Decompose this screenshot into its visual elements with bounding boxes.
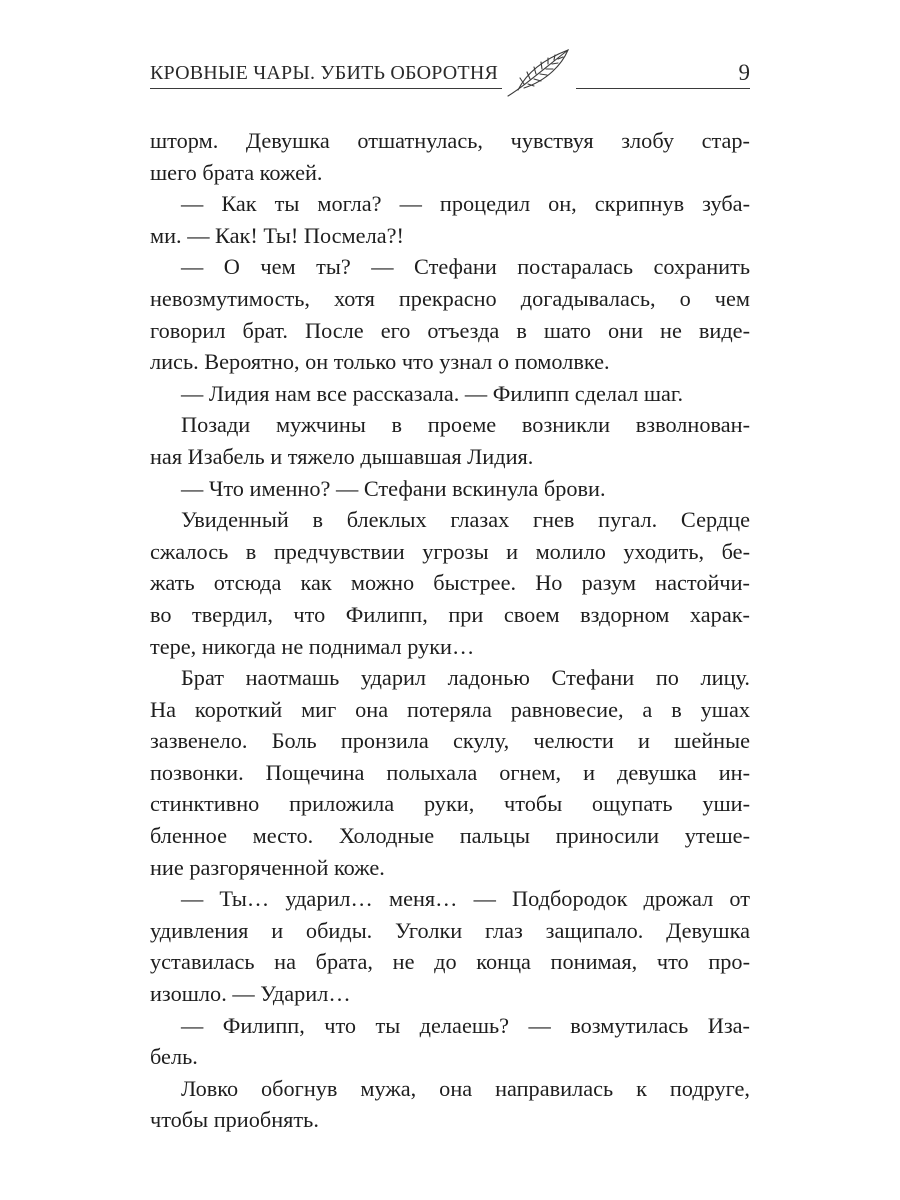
body-text xyxy=(150,125,750,1136)
text-line: Увиденный в блеклых глазах гнев пугал. Сердце xyxy=(181,507,750,533)
text-line: стинктивно приложила руки, чтобы ощупать уши- xyxy=(150,791,750,817)
page-number: 9 xyxy=(738,60,750,85)
running-title: КРОВНЫЕ ЧАРЫ. УБИТЬ ОБОРОТНЯ xyxy=(150,62,499,84)
text-line: — Что именно? — Стефани вскинула брови. xyxy=(181,475,606,501)
text-line: жать отсюда как можно быстрее. Но разум настойчи- xyxy=(150,570,750,596)
feather-icon xyxy=(502,46,576,102)
text-line: удивления и обиды. Уголки глаз защипало. Девушка xyxy=(150,917,750,943)
text-line: чтобы приобнять. xyxy=(150,1107,319,1133)
text-line: говорил брат. После его отъезда в шато они не виде- xyxy=(150,317,750,343)
text-line: лись. Вероятно, он только что узнал о помолвке. xyxy=(150,349,610,375)
text-line: изошло. — Ударил… xyxy=(150,981,351,1007)
text-line: сжалось в предчувствии угрозы и молило уходить, бе- xyxy=(150,538,750,564)
text-line: ми. — Как! Ты! Посмела?! xyxy=(150,222,404,248)
text-line: — Ты… ударил… меня… — Подбородок дрожал от xyxy=(181,886,750,912)
text-line: зазвенело. Боль пронзила скулу, челюсти и шейные xyxy=(150,728,750,754)
text-line: — Филипп, что ты делаешь? — возмутилась Иза- xyxy=(181,1012,750,1038)
text-line: — Как ты могла? — процедил он, скрипнув зуба- xyxy=(181,191,750,217)
text-line: позвонки. Пощечина полыхала огнем, и девушка ин- xyxy=(150,759,750,785)
header-rule xyxy=(150,88,750,89)
text-line: Позади мужчины в проеме возникли взволнован- xyxy=(181,412,750,438)
text-line: бель. xyxy=(150,1044,198,1070)
text-line: ние разгоряченной коже. xyxy=(150,854,385,880)
text-line: ная Изабель и тяжело дышавшая Лидия. xyxy=(150,443,534,469)
text-line: во твердил, что Филипп, при своем вздорном харак- xyxy=(150,601,750,627)
text-line: невозмутимость, хотя прекрасно догадывалась, о чем xyxy=(150,285,750,311)
text-line: На короткий миг она потеряла равновесие, а в ушах xyxy=(150,696,750,722)
text-line: уставилась на брата, не до конца понимая, что про- xyxy=(150,949,750,975)
text-line: — Лидия нам все рассказала. — Филипп сделал шаг. xyxy=(181,380,684,406)
text-line: тере, никогда не поднимал руки… xyxy=(150,633,475,659)
text-line: Ловко обогнув мужа, она направилась к подруге, xyxy=(181,1075,750,1101)
running-header xyxy=(150,56,750,102)
text-line: шего брата кожей. xyxy=(150,159,323,185)
text-line: — О чем ты? — Стефани постаралась сохранить xyxy=(181,254,750,280)
text-line: шторм. Девушка отшатнулась, чувствуя злобу стар- xyxy=(150,128,750,153)
text-line: Брат наотмашь ударил ладонью Стефани по лицу. xyxy=(181,665,750,691)
text-line: бленное место. Холодные пальцы приносили утеше- xyxy=(150,823,750,849)
